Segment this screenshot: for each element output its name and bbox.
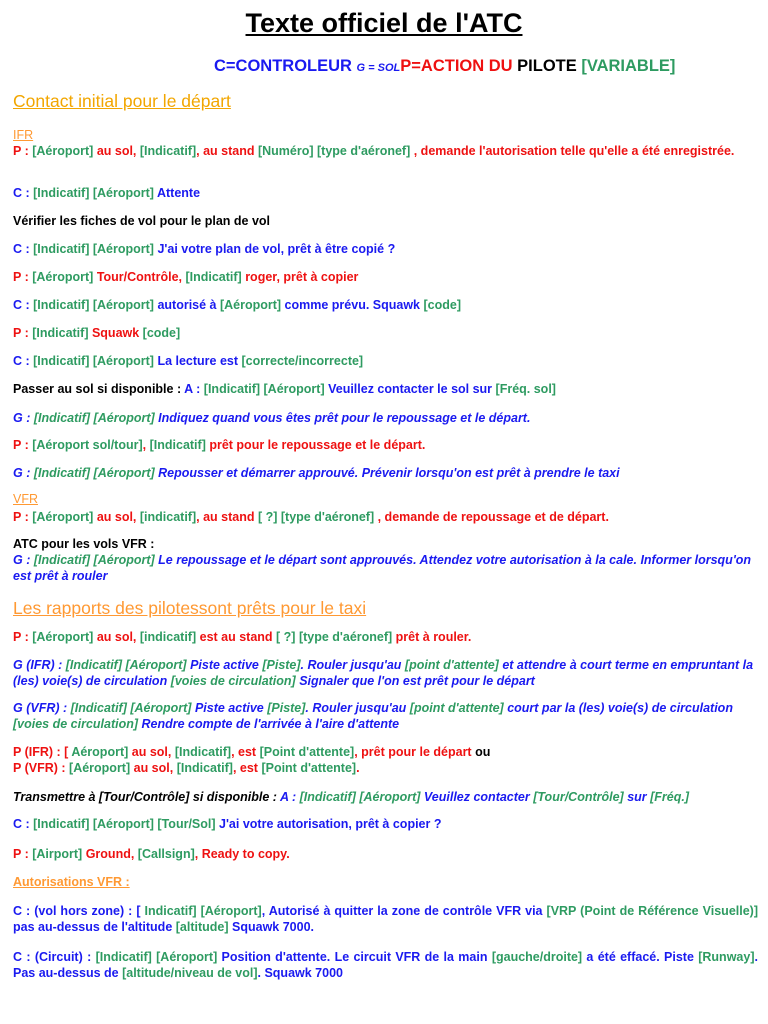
text-run: Veuillez contacter <box>420 790 534 804</box>
text-run: G : <box>13 553 34 567</box>
text-run: [point d'attente] <box>409 701 504 715</box>
text-run: [point d'attente] <box>404 658 499 672</box>
text-run: P : <box>13 630 33 644</box>
text-run: Transmettre à [Tour/Contrôle] si disponible : <box>13 790 280 804</box>
text-run: [Aéroport] <box>32 510 94 524</box>
text-run: autorisé à <box>153 298 220 312</box>
text-run: [Piste] <box>262 658 301 672</box>
text-run: C : <box>13 354 34 368</box>
dialogue-line <box>13 744 758 760</box>
text-run: [Indicatif] [Aéroport] <box>70 701 192 715</box>
text-run: sur <box>623 790 651 804</box>
text-run: [Indicatif] [Aéroport] <box>299 790 421 804</box>
text-run: [ ?] [type d'aéronef] <box>257 510 375 524</box>
text-run: Vérifier les fiches de vol pour le plan de vol <box>13 214 271 228</box>
dialogue-line <box>13 760 758 776</box>
text-run: au sol, <box>130 761 177 775</box>
text-run: G (VFR) : <box>13 701 71 715</box>
legend-pilote: PILOTE <box>517 57 582 75</box>
text-run: Tour/Contrôle, <box>93 270 186 284</box>
dialogue-line <box>13 325 758 341</box>
text-run: [Indicatif] [Aéroport] <box>203 382 325 396</box>
dialogue-line <box>13 657 758 689</box>
heading-autorisations-vfr: Autorisations VFR : <box>13 875 130 889</box>
text-run: [Indicatif] <box>139 144 197 158</box>
text-run: G : <box>13 411 34 425</box>
text-run: [altitude/niveau de vol] <box>122 966 258 980</box>
text-run: [Indicatif] [Aéroport] <box>33 411 155 425</box>
text-run: , demande l'autorisation telle qu'elle a été enregistrée. <box>410 144 735 158</box>
text-run: a été effacé. Piste <box>582 950 699 964</box>
text-run: [Indicatif] <box>174 745 232 759</box>
text-run: [altitude] <box>175 920 229 934</box>
text-run: Aéroport] <box>71 745 129 759</box>
text-run: est au stand <box>196 630 277 644</box>
text-run: [Indicatif] <box>32 326 89 340</box>
text-run: Piste active <box>191 701 268 715</box>
dialogue-line <box>13 213 758 229</box>
text-run: [code] <box>423 298 461 312</box>
text-run: au sol, <box>93 510 140 524</box>
text-run: La lecture est <box>153 354 242 368</box>
text-run: C : <box>13 242 34 256</box>
text-run: . Squawk 7000 <box>257 966 343 980</box>
text-run: Veuillez contacter le sol sur <box>324 382 496 396</box>
text-run: , est <box>232 761 262 775</box>
text-run: C : (vol hors zone) : [ <box>13 904 145 918</box>
text-run: [VRP (Point de Référence Visuelle)] <box>546 904 758 918</box>
dialogue-line <box>13 700 758 732</box>
text-run: [Tour/Contrôle] <box>533 790 624 804</box>
dialogue-line <box>13 143 758 159</box>
heading-contact-initial: Contact initial pour le départ <box>13 91 231 111</box>
dialogue-line <box>13 846 758 862</box>
dialogue-line <box>13 509 758 525</box>
text-run: [Point d'attente] <box>259 745 355 759</box>
text-run: [Indicatif] [Aéroport] <box>33 298 154 312</box>
text-run: P : <box>13 510 33 524</box>
text-run: , est <box>231 745 260 759</box>
text-run: P : <box>13 270 33 284</box>
text-run: [Aéroport sol/tour] <box>32 438 143 452</box>
legend-sol: G = SOL <box>356 62 401 74</box>
text-run: , Autorisé à quitter la zone de contrôle VFR via <box>261 904 547 918</box>
text-run: [voies de circulation] <box>13 717 139 731</box>
text-run: Squawk 7000. <box>228 920 314 934</box>
text-run: [ ?] [type d'aéronef] <box>276 630 393 644</box>
text-run: . Pas au-dessus de <box>13 950 758 980</box>
text-run: [Indicatif] [Aéroport] <box>33 242 154 256</box>
text-run: [Indicatif] [Aéroport] [Tour/Sol] <box>33 817 216 831</box>
text-run: Position d'attente. Le circuit VFR de la main <box>217 950 492 964</box>
text-run: P : <box>13 847 33 861</box>
text-run: [Indicatif] [Aéroport] <box>95 950 218 964</box>
legend <box>214 57 675 76</box>
dialogue-line <box>13 629 758 645</box>
dialogue-line <box>13 241 758 257</box>
text-run: C : <box>13 817 34 831</box>
dialogue-line <box>13 465 758 481</box>
text-run: au sol, <box>93 144 140 158</box>
text-run: [Aéroport] <box>32 270 94 284</box>
dialogue-line <box>13 816 758 832</box>
text-run: . Rouler jusqu'au <box>305 701 410 715</box>
text-run: P : <box>13 438 33 452</box>
text-run: Piste active <box>186 658 263 672</box>
text-run: [Piste] <box>267 701 306 715</box>
text-run: Indiquez quand vous êtes prêt pour le repoussage et le départ. <box>154 411 531 425</box>
text-run: prêt à rouler. <box>392 630 472 644</box>
text-run: C : <box>13 298 34 312</box>
text-run: P (VFR) : <box>13 761 70 775</box>
text-run: [Runway] <box>698 950 755 964</box>
text-run: [Aéroport] <box>219 298 282 312</box>
text-run: Squawk <box>88 326 143 340</box>
text-run: [indicatif] <box>139 510 197 524</box>
dialogue-line <box>13 949 758 981</box>
heading-rapports-taxi: Les rapports des pilotessont prêts pour le taxi <box>13 598 367 618</box>
text-run: et attendre à court terme en empruntant la (les) voie(s) de circulation <box>13 658 754 688</box>
heading-vfr: VFR <box>13 492 38 506</box>
dialogue-line <box>13 410 758 426</box>
text-run: prêt pour le repoussage et le départ. <box>205 438 426 452</box>
text-run: [Indicatif] [Aéroport] <box>33 354 154 368</box>
text-run: [voies de circulation] <box>170 674 296 688</box>
text-run: [Indicatif] <box>176 761 233 775</box>
text-run: [Numéro] [type d'aéronef] <box>257 144 411 158</box>
dialogue-line <box>13 185 758 201</box>
text-run: C : (Circuit) : <box>13 950 96 964</box>
text-run: , <box>142 438 150 452</box>
text-run: [indicatif] <box>139 630 197 644</box>
text-run: Attente <box>153 186 201 200</box>
text-run: , prêt pour le départ <box>354 745 472 759</box>
text-run: G : <box>13 466 34 480</box>
text-run: Rendre compte de l'arrivée à l'aire d'attente <box>138 717 400 731</box>
heading-ifr: IFR <box>13 128 34 142</box>
dialogue-line <box>13 381 758 397</box>
dialogue-line <box>13 552 758 584</box>
text-run: [Indicatif] [Aéroport] <box>33 186 154 200</box>
dialogue-line <box>13 269 758 285</box>
text-run: [Fréq. sol] <box>495 382 556 396</box>
dialogue-line <box>13 789 758 805</box>
text-run: , demande de repoussage et de départ. <box>374 510 609 524</box>
text-run: G (IFR) : <box>13 658 66 672</box>
legend-action-pilote: P=ACTION DU <box>400 57 518 75</box>
text-run: , Ready to copy. <box>194 847 290 861</box>
text-run: pas au-dessus de l'altitude <box>13 920 176 934</box>
page-title: Texte officiel de l'ATC <box>245 8 523 38</box>
text-run: ATC pour les vols VFR : <box>13 537 155 551</box>
text-run: . <box>356 761 360 775</box>
text-run: Ground, <box>82 847 138 861</box>
text-run: Indicatif] [Aéroport] <box>144 904 262 918</box>
text-run: [gauche/droite] <box>491 950 583 964</box>
text-run: comme prévu. Squawk <box>281 298 424 312</box>
text-run: [code] <box>142 326 181 340</box>
text-run: [Aéroport] <box>69 761 131 775</box>
text-run: Passer au sol si disponible : <box>13 382 185 396</box>
text-run: Signaler que l'on est prêt pour le départ <box>295 674 535 688</box>
text-run: P : <box>13 326 33 340</box>
text-run: J'ai votre plan de vol, prêt à être copié ? <box>153 242 396 256</box>
text-run: [Indicatif] [Aéroport] <box>65 658 187 672</box>
text-run: [Aéroport] <box>32 630 94 644</box>
text-run: Repousser et démarrer approuvé. Prévenir lorsqu'on est prêt à prendre le taxi <box>154 466 620 480</box>
text-run: A : <box>279 790 300 804</box>
text-run: [correcte/incorrecte] <box>241 354 364 368</box>
dialogue-line <box>13 437 758 453</box>
text-run: [Airport] <box>32 847 83 861</box>
text-run: , au stand <box>196 510 258 524</box>
text-run: au sol, <box>128 745 175 759</box>
text-run: [Indicatif] <box>185 270 242 284</box>
text-run: au sol, <box>93 630 140 644</box>
text-run: ou <box>471 745 491 759</box>
text-run: J'ai votre autorisation, prêt à copier ? <box>215 817 442 831</box>
dialogue-line <box>13 297 758 313</box>
text-run: court par la (les) voie(s) de circulation <box>503 701 733 715</box>
text-run: A : <box>184 382 204 396</box>
legend-variable: [VARIABLE] <box>581 57 676 75</box>
text-run: C : <box>13 186 34 200</box>
text-run: [Fréq.] <box>650 790 690 804</box>
text-run: P : <box>13 144 33 158</box>
text-run: [Indicatif] [Aéroport] <box>33 466 155 480</box>
text-run: [Indicatif] [Aéroport] <box>33 553 155 567</box>
text-run: . Rouler jusqu'au <box>300 658 405 672</box>
dialogue-line <box>13 536 758 552</box>
text-run: Le repoussage et le départ sont approuvés. Attendez votre autorisation à la cale. Informer lorsqu'on est prêt à rouler <box>13 553 752 583</box>
text-run: [Callsign] <box>137 847 195 861</box>
text-run: P (IFR) : [ <box>13 745 72 759</box>
dialogue-line <box>13 903 758 935</box>
text-run: roger, prêt à copier <box>241 270 359 284</box>
text-run: [Point d'attente] <box>261 761 357 775</box>
dialogue-line <box>13 353 758 369</box>
text-run: [Indicatif] <box>149 438 206 452</box>
text-run: [Aéroport] <box>32 144 94 158</box>
text-run: , au stand <box>196 144 258 158</box>
legend-controleur: C=CONTROLEUR <box>214 57 357 75</box>
